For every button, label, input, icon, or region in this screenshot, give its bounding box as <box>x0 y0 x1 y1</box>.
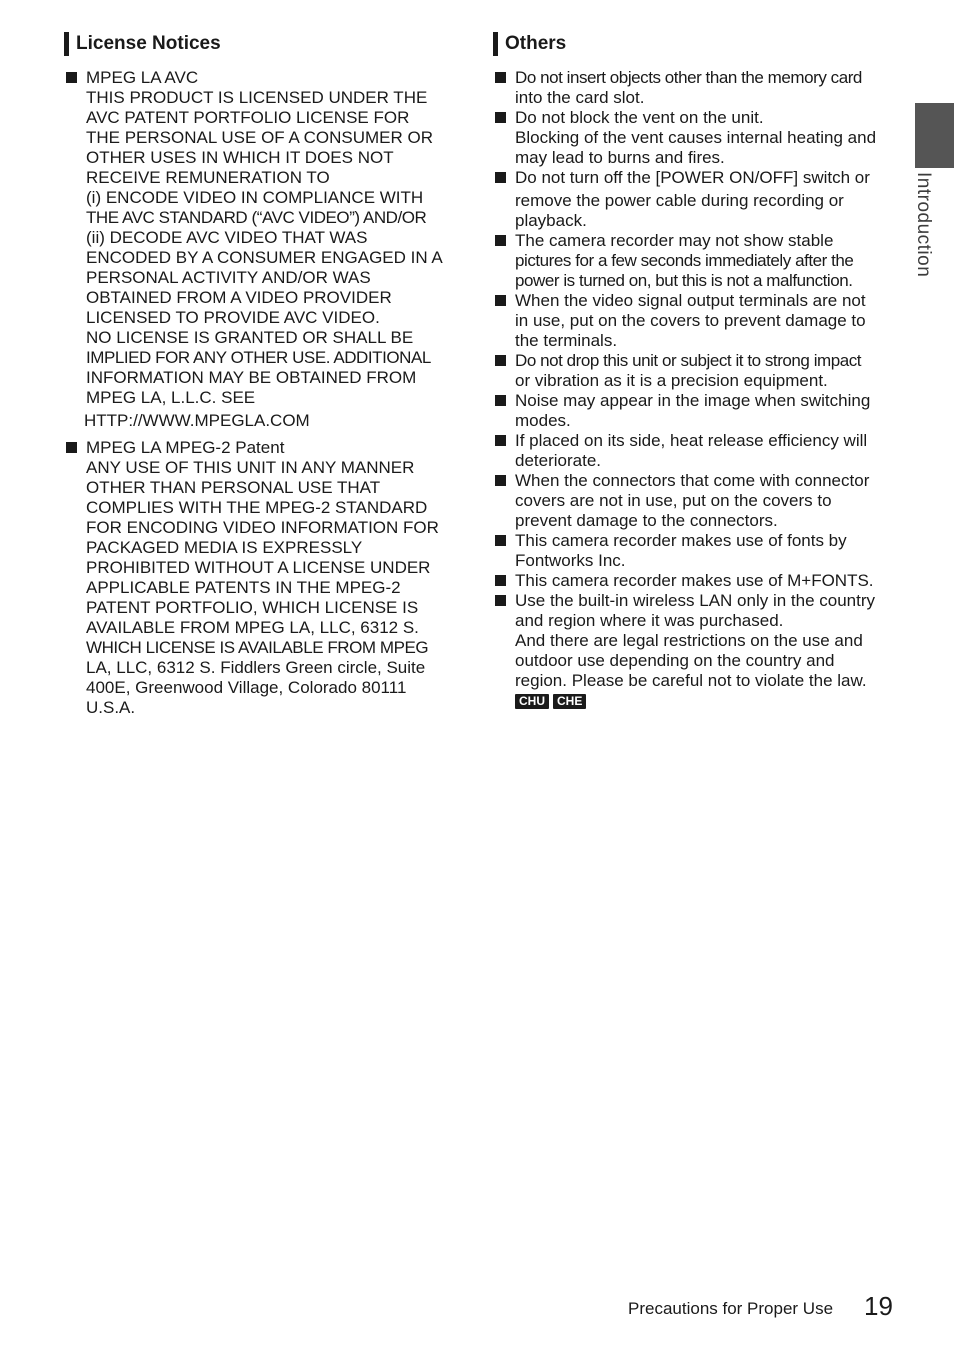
square-bullet-icon <box>495 575 506 586</box>
license-notices-heading: License Notices <box>64 32 464 56</box>
others-line: covers are not in use, put on the covers to <box>515 491 832 510</box>
others-line: outdoor use depending on the country and <box>515 651 835 670</box>
others-line: Blocking of the vent causes internal heating and <box>515 128 877 147</box>
others-line: pictures for a few seconds immediately after the <box>515 251 854 270</box>
license-line: U.S.A. <box>86 698 136 717</box>
others-line: Noise may appear in the image when switching <box>515 391 871 410</box>
others-line: Do not insert objects other than the memory card <box>515 68 862 87</box>
region-badge-che: CHE <box>553 694 586 709</box>
license-line: THE PERSONAL USE OF A CONSUMER OR <box>86 128 433 147</box>
mpegla-url: HTTP://WWW.MPEGLA.COM <box>84 411 310 430</box>
others-item <box>493 291 893 351</box>
license-line: INFORMATION MAY BE OBTAINED FROM <box>86 368 417 387</box>
license-line: (ii) DECODE AVC VIDEO THAT WAS <box>86 228 368 247</box>
license-line: IMPLIED FOR ANY OTHER USE. ADDITIONAL <box>86 348 431 367</box>
square-bullet-icon <box>495 595 506 606</box>
others-item <box>493 351 893 391</box>
others-heading: Others <box>493 32 893 56</box>
license-notices-section <box>64 32 464 718</box>
others-line: in use, put on the covers to prevent damage to <box>515 311 866 330</box>
license-item-avc <box>64 68 464 431</box>
license-line: ANY USE OF THIS UNIT IN ANY MANNER <box>86 458 415 477</box>
others-line: remove the power cable during recording or <box>515 191 844 210</box>
license-item-heading: MPEG LA MPEG-2 Patent <box>86 438 285 457</box>
others-item <box>493 108 893 168</box>
square-bullet-icon <box>66 442 77 453</box>
others-line: When the video signal output terminals are not <box>515 291 866 310</box>
others-line: Do not drop this unit or subject it to strong impact <box>515 351 862 370</box>
chapter-tab-marker <box>915 103 954 168</box>
square-bullet-icon <box>495 112 506 123</box>
others-item <box>493 571 893 591</box>
square-bullet-icon <box>66 72 77 83</box>
others-line: into the card slot. <box>515 88 645 107</box>
chapter-tab-label: Introduction <box>913 172 934 278</box>
square-bullet-icon <box>495 535 506 546</box>
license-line: LA, LLC, 6312 S. Fiddlers Green circle, Suite <box>86 658 426 677</box>
license-line: PERSONAL ACTIVITY AND/OR WAS <box>86 268 371 287</box>
others-item <box>493 531 893 571</box>
license-line: OTHER USES IN WHICH IT DOES NOT <box>86 148 394 167</box>
region-badges <box>515 694 893 709</box>
license-line: 400E, Greenwood Village, Colorado 80111 <box>86 678 407 697</box>
license-line: FOR ENCODING VIDEO INFORMATION FOR <box>86 518 439 537</box>
others-line: playback. <box>515 211 587 230</box>
others-item <box>493 591 893 709</box>
others-line: may lead to burns and fires. <box>515 148 725 167</box>
others-line: or vibration as it is a precision equipment. <box>515 371 828 390</box>
others-item <box>493 391 893 431</box>
square-bullet-icon <box>495 395 506 406</box>
others-line: region. Please be careful not to violate the law. <box>515 671 867 690</box>
license-line: AVC PATENT PORTFOLIO LICENSE FOR <box>86 108 410 127</box>
license-line: AVAILABLE FROM MPEG LA, LLC, 6312 S. <box>86 618 419 637</box>
others-line: and region where it was purchased. <box>515 611 784 630</box>
others-item <box>493 231 893 291</box>
license-line: PATENT PORTFOLIO, WHICH LICENSE IS <box>86 598 419 617</box>
others-line: If placed on its side, heat release efficiency will <box>515 431 868 450</box>
square-bullet-icon <box>495 172 506 183</box>
license-item-heading: MPEG LA AVC <box>86 68 199 87</box>
license-line: THE AVC STANDARD (“AVC VIDEO”) AND/OR <box>86 208 427 227</box>
square-bullet-icon <box>495 295 506 306</box>
others-line: Use the built-in wireless LAN only in the country <box>515 591 875 610</box>
license-line: MPEG LA, L.L.C. SEE <box>86 388 256 407</box>
license-line: OBTAINED FROM A VIDEO PROVIDER <box>86 288 392 307</box>
others-line: When the connectors that come with connector <box>515 471 870 490</box>
others-line: This camera recorder makes use of M+FONTS. <box>515 571 874 590</box>
others-item <box>493 168 893 231</box>
others-line: prevent damage to the connectors. <box>515 511 778 530</box>
square-bullet-icon <box>495 235 506 246</box>
license-line: OTHER THAN PERSONAL USE THAT <box>86 478 381 497</box>
others-item <box>493 68 893 108</box>
license-line: RECEIVE REMUNERATION TO <box>86 168 330 187</box>
license-line: COMPLIES WITH THE MPEG-2 STANDARD <box>86 498 428 517</box>
footer-section-title: Precautions for Proper Use <box>628 1299 834 1318</box>
others-line: deteriorate. <box>515 451 601 470</box>
others-line: the terminals. <box>515 331 618 350</box>
license-line: THIS PRODUCT IS LICENSED UNDER THE <box>86 88 428 107</box>
license-item-mpeg2 <box>64 438 464 718</box>
others-line: And there are legal restrictions on the use and <box>515 631 863 650</box>
region-badge-chu: CHU <box>515 694 549 709</box>
license-line: NO LICENSE IS GRANTED OR SHALL BE <box>86 328 414 347</box>
square-bullet-icon <box>495 475 506 486</box>
license-line: PROHIBITED WITHOUT A LICENSE UNDER <box>86 558 431 577</box>
license-line: (i) ENCODE VIDEO IN COMPLIANCE WITH <box>86 188 424 207</box>
others-item <box>493 471 893 531</box>
license-line: ENCODED BY A CONSUMER ENGAGED IN A <box>86 248 443 267</box>
license-line: PACKAGED MEDIA IS EXPRESSLY <box>86 538 363 557</box>
others-item <box>493 431 893 471</box>
others-line: This camera recorder makes use of fonts by <box>515 531 847 550</box>
others-line: Do not block the vent on the unit. <box>515 108 764 127</box>
license-line: APPLICABLE PATENTS IN THE MPEG-2 <box>86 578 401 597</box>
others-line: power is turned on, but this is not a malfunction. <box>515 271 853 290</box>
license-line: WHICH LICENSE IS AVAILABLE FROM MPEG <box>86 638 429 657</box>
others-line: Fontworks Inc. <box>515 551 626 570</box>
square-bullet-icon <box>495 355 506 366</box>
license-line: LICENSED TO PROVIDE AVC VIDEO. <box>86 308 380 327</box>
others-section <box>493 32 893 709</box>
others-line: Do not turn off the [POWER ON/OFF] switch or <box>515 168 870 187</box>
others-line: The camera recorder may not show stable <box>515 231 834 250</box>
square-bullet-icon <box>495 72 506 83</box>
others-line: modes. <box>515 411 571 430</box>
square-bullet-icon <box>495 435 506 446</box>
page-number: 19 <box>864 1291 893 1321</box>
